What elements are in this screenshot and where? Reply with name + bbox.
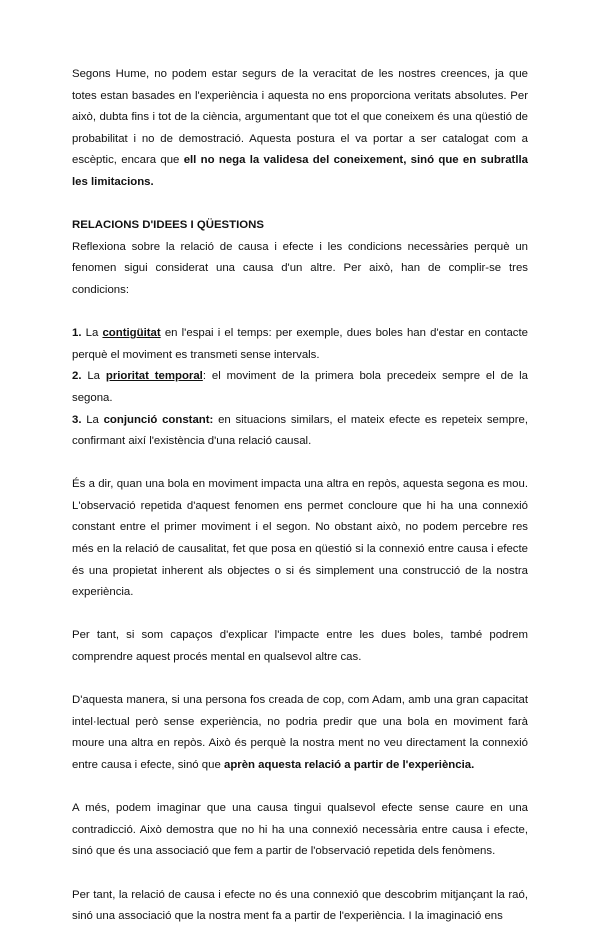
paragraph-gap — [72, 302, 528, 324]
paragraph-gap — [72, 453, 528, 475]
paragraph-mental-process: Per tant, si som capaços d'explicar l'impacte entre les dues boles, també podrem comprendre aquest procés mental en qualsevol altre cas. — [72, 629, 528, 664]
condition-number: 2. — [72, 370, 82, 383]
bold-emphasis: ell no nega la validesa del coneixement, sinó que en subratlla les limitacions. — [72, 154, 528, 188]
section-heading: RELACIONS D'IDEES I QÜESTIONS — [72, 219, 264, 232]
bold-emphasis: aprèn aquesta relació a partir de l'experiència. — [223, 759, 475, 771]
condition-term: contigüitat — [102, 327, 161, 340]
paragraph-adam-example — [72, 690, 528, 776]
condition-text: en l'espai i el temps: per exemple, dues boles han d'estar en contacte perquè el moviment es transmeti sense intervals. — [72, 327, 528, 361]
condition-term: conjunció constant: — [103, 413, 214, 426]
condition-item-3 — [72, 410, 528, 453]
paragraph-gap — [72, 669, 528, 691]
paragraph-billiard-example: És a dir, quan una bola en moviment impacta una altra en repòs, aquesta segona es mou. L'observació repetida d'aquest fenomen ens permet concloure que hi ha una connexió constant entre el primer moviment i el segon. No obstant això, no podem percebre res més en la relació de causalitat, fet que posa en qüestió si la connexió entre causa i efecte és una propietat inherent als objectes o si és simplement una construcció de la nostra experiència. — [72, 478, 528, 599]
paragraph-gap — [72, 194, 528, 216]
condition-prefix: La — [81, 327, 103, 340]
paragraph-imagination: A més, podem imaginar que una causa tingui qualsevol efecte sense caure en una contradicció. Això demostra que no hi ha una connexió necessària entre causa i efecte, sinó que és una associació que fem a partir de l'observació repetida dels fenòmens. — [72, 802, 528, 858]
paragraph-gap — [72, 777, 528, 799]
document-page — [72, 64, 528, 928]
paragraph-text: D'aquesta manera, si una persona fos creada de cop, com Adam, amb una gran capacitat intel·lectual però sense experiència, no podria predir que una bola en moviment farà moure una altra en repòs. Això és perquè la nostra ment no veu directament la connexió entre causa i efecte, sinó que — [72, 694, 528, 771]
condition-item-2 — [72, 366, 528, 409]
paragraph-gap — [72, 604, 528, 626]
paragraph-conclusion: Per tant, la relació de causa i efecte no és una connexió que descobrim mitjançant la raó, sinó una associació que la nostra ment fa a partir de l'experiència. I la imaginació ens — [72, 888, 528, 923]
paragraph-causality-intro: Reflexiona sobre la relació de causa i efecte i les condicions necessàries perquè un fenomen sigui considerat una causa d'un altre. Per això, han de complir-se tres condicions: — [72, 240, 528, 296]
condition-number: 1. — [72, 327, 82, 340]
condition-term: prioritat temporal — [105, 370, 203, 383]
paragraph-gap — [72, 863, 528, 885]
paragraph-text: Segons Hume, no podem estar segurs de la veracitat de les nostres creences, ja que totes estan basades en l'experiència i aquesta no ens proporciona veritats absolutes. Per això, dubta fins i tot de la ciència, argumentant que tot el que coneixem és una qüestió de probabilitat i no de demostració. Aquesta postura el va portar a ser catalogat com a escèptic, encara que — [72, 68, 528, 167]
condition-item-1 — [72, 323, 528, 366]
condition-prefix: La — [81, 413, 104, 426]
condition-text: en situacions similars, el mateix efecte es repeteix sempre, confirmant així l'existència d'una relació causal. — [72, 413, 528, 448]
condition-number: 3. — [72, 413, 82, 426]
condition-text: : el moviment de la primera bola precedeix sempre el de la segona. — [72, 370, 528, 404]
paragraph-hume-skepticism — [72, 64, 528, 194]
condition-prefix: La — [81, 370, 106, 383]
